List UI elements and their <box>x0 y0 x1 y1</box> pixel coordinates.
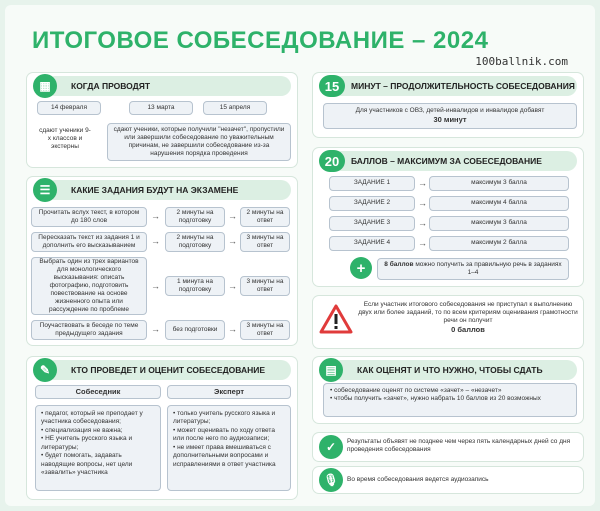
task-points-1-max: максимум 3 балла <box>429 176 569 191</box>
arrow-icon: → <box>151 236 160 246</box>
arrow-icon: → <box>228 324 237 334</box>
expert-title: Эксперт <box>167 385 291 399</box>
arrow-icon: → <box>151 281 160 291</box>
checkmark-icon: ✓ <box>319 435 343 459</box>
microphone-icon: 🎙 <box>319 468 343 492</box>
list-item: • только учитель русского языка и литературы; <box>173 410 276 426</box>
list-item: • педагог, который не преподает у участника собеседования; <box>41 410 143 426</box>
arrow-icon: → <box>418 238 427 248</box>
task-points-4-max: максимум 2 балла <box>429 236 569 251</box>
duration-text: Для участников с ОВЗ, детей-инвалидов и инвалидов добавят <box>355 107 545 115</box>
task-2-prep: 2 минуты на подготовку <box>165 232 225 252</box>
task-points-2: ЗАДАНИЕ 2 <box>329 196 415 211</box>
expert-list <box>167 405 291 491</box>
duration-bold: 30 минут <box>433 115 467 125</box>
warning-box <box>357 301 579 335</box>
list-item: • не имеет права вмешиваться с дополнительными вопросами и исправлениями в ответ участника <box>173 443 276 468</box>
page-title: ИТОГОВОЕ СОБЕСЕДОВАНИЕ – 2024 <box>32 27 489 54</box>
speech-points-bold: 8 баллов <box>384 261 414 268</box>
task-3: Выбрать один из трех вариантов для монологического высказывания: описать фотографию, подготовить повествование на основе жизненного опыта или рассуждение по проблеме <box>31 257 147 315</box>
task-4-prep: без подготовки <box>165 320 225 340</box>
task-1-prep: 2 минуты на подготовку <box>165 207 225 227</box>
arrow-icon: → <box>418 178 427 188</box>
task-3-prep: 1 минута на подготовку <box>165 276 225 296</box>
task-points-3-max: максимум 3 балла <box>429 216 569 231</box>
grading-list <box>323 383 577 417</box>
list-item: • чтобы получить «зачет», нужно набрать 10 баллов из 20 возможных <box>330 395 541 403</box>
duration-note <box>323 103 577 129</box>
when-who-right: сдают ученики, которые получили "незачет", пропустили или завершили собеседование по уважительным причинам, не завершили собеседование из-за нарушения порядка проведения <box>107 123 291 161</box>
arrow-icon: → <box>228 236 237 246</box>
arrow-icon: → <box>151 211 160 221</box>
task-1-answer: 2 минуты на ответ <box>240 207 290 227</box>
duration-badge: 15 <box>319 75 345 97</box>
task-4-answer: 3 минуты на ответ <box>240 320 290 340</box>
task-2: Пересказать текст из задания 1 и дополнить его высказыванием <box>31 232 147 252</box>
task-1: Прочитать вслух текст, в котором до 180 слов <box>31 207 147 227</box>
list-item: • будет помогать, задавать наводящие вопросы, нет цели «завалить» участника <box>41 452 133 477</box>
who-header: КТО ПРОВЕДЕТ И ОЦЕНИТ СОБЕСЕДОВАНИЕ <box>45 360 291 380</box>
list-item: • может оценивать по ходу ответа или после него по аудиозаписи; <box>173 426 275 443</box>
student-icon: ☰ <box>33 178 57 202</box>
task-4: Поучаствовать в беседе по теме предыдущего задания <box>31 320 147 340</box>
warning-bold: 0 баллов <box>451 325 485 335</box>
interlocutor-title: Собеседник <box>35 385 161 399</box>
points-badge: 20 <box>319 150 345 172</box>
brand-logo: 100ballnik.com <box>475 55 568 68</box>
arrow-icon: → <box>418 218 427 228</box>
list-item: • специализация не важна; <box>41 426 123 434</box>
speech-points <box>377 258 569 280</box>
points-header: БАЛЛОВ – МАКСИМУМ ЗА СОБЕСЕДОВАНИЕ <box>331 151 577 171</box>
date-1: 14 февраля <box>37 101 101 115</box>
task-points-3: ЗАДАНИЕ 3 <box>329 216 415 231</box>
arrow-icon: → <box>418 198 427 208</box>
task-points-1: ЗАДАНИЕ 1 <box>329 176 415 191</box>
date-3: 15 апреля <box>203 101 267 115</box>
results-text: Результаты объявят не позднее чем через пять календарных дней со дня проведения собеседования <box>347 438 571 454</box>
list-item: • НЕ учитель русского языка и литературы; <box>41 435 133 451</box>
grading-header: КАК ОЦЕНЯТ И ЧТО НУЖНО, ЧТОБЫ СДАТЬ <box>331 360 577 380</box>
warning-text: Если участник итогового собеседования не приступал к выполнению двух или более заданий, то по всем критериям оценивания грамотности речи он получит <box>358 301 578 325</box>
arrow-icon: → <box>228 211 237 221</box>
warning-icon <box>319 304 353 334</box>
arrow-icon: → <box>228 281 237 291</box>
task-points-4: ЗАДАНИЕ 4 <box>329 236 415 251</box>
task-2-answer: 3 минуты на ответ <box>240 232 290 252</box>
calendar-icon: ▦ <box>33 74 57 98</box>
duration-header: МИНУТ – ПРОДОЛЖИТЕЛЬНОСТЬ СОБЕСЕДОВАНИЯ <box>331 76 577 96</box>
audio-text: Во время собеседования ведется аудиозапись <box>347 476 489 483</box>
interlocutor-list <box>35 405 161 491</box>
infographic <box>5 5 595 506</box>
arrow-icon: → <box>151 324 160 334</box>
document-icon: ▤ <box>319 358 343 382</box>
list-item: • собеседование оценят по системе «зачет» – «незачет» <box>330 387 502 394</box>
task-3-answer: 3 минуты на ответ <box>240 276 290 296</box>
date-2: 13 марта <box>129 101 193 115</box>
when-who-left: сдают ученики 9-х классов и экстерны <box>39 127 91 151</box>
tasks-header: КАКИЕ ЗАДАНИЯ БУДУТ НА ЭКЗАМЕНЕ <box>45 180 291 200</box>
when-header: КОГДА ПРОВОДЯТ <box>45 76 291 96</box>
speech-points-text: можно получить за правильную речь в заданиях 1–4 <box>415 261 562 277</box>
plus-icon: + <box>350 257 372 279</box>
task-points-2-max: максимум 4 балла <box>429 196 569 211</box>
pencil-icon: ✎ <box>33 358 57 382</box>
